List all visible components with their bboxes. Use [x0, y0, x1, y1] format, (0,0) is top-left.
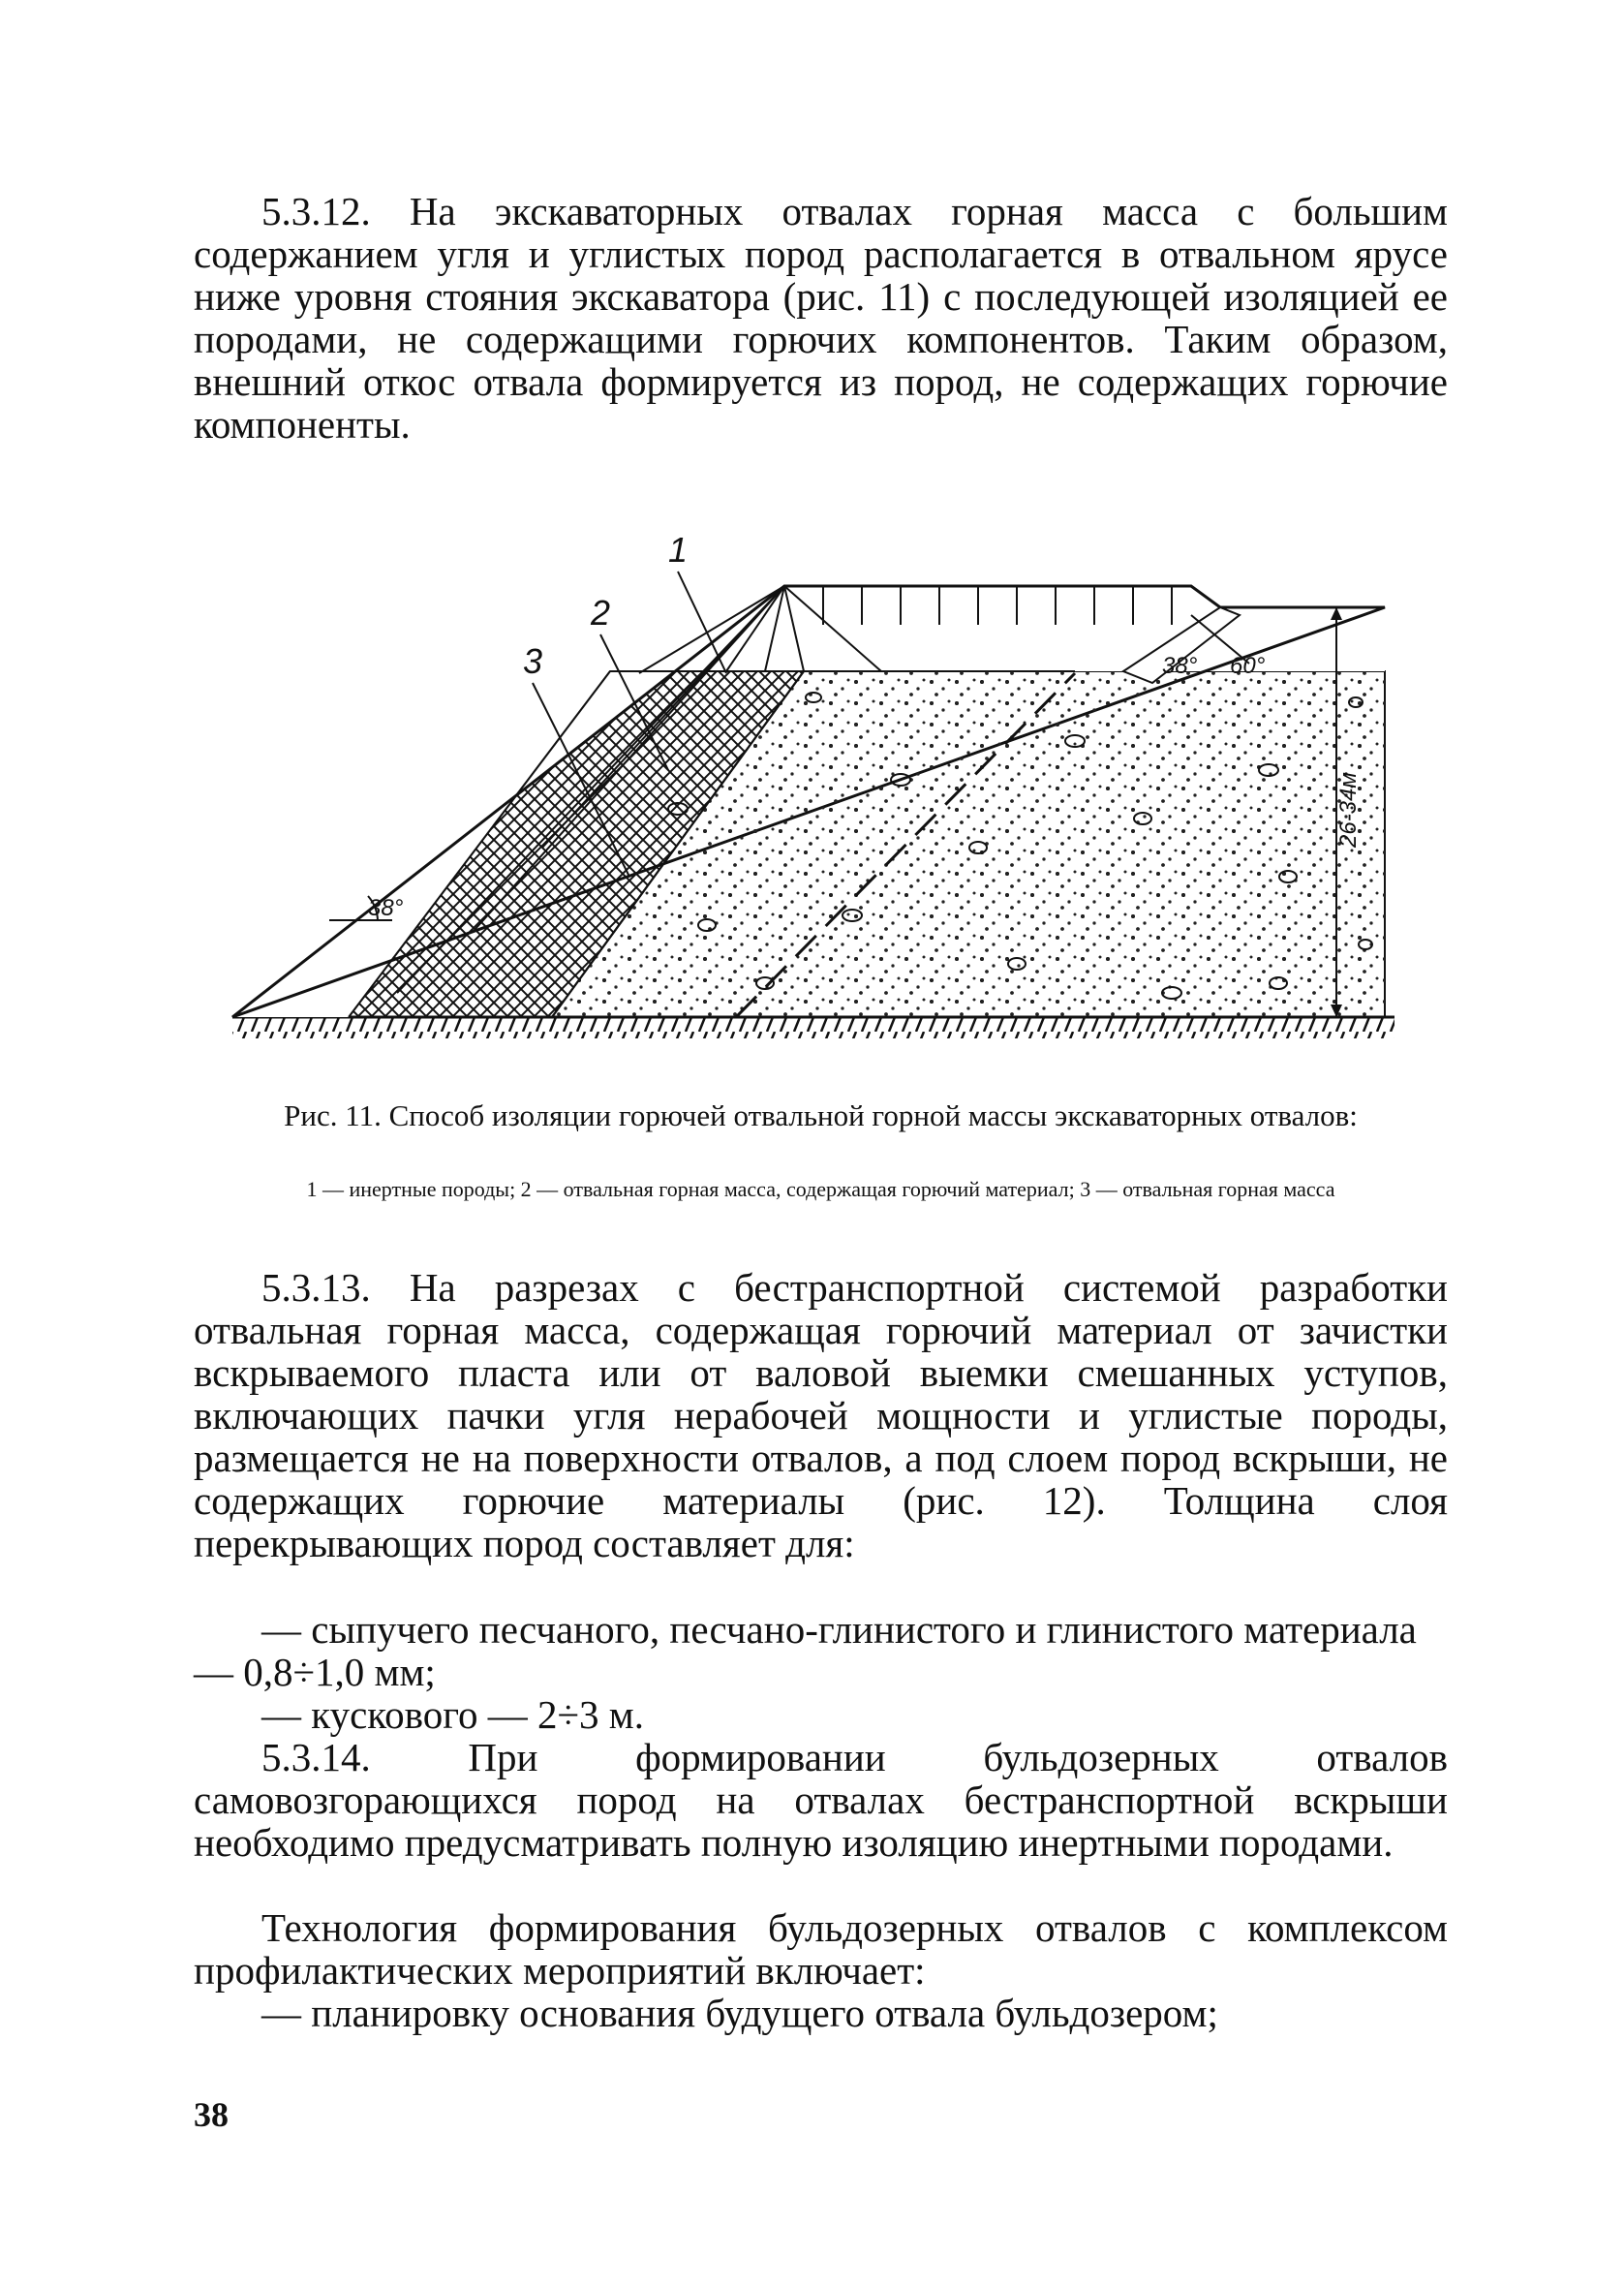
list-item-lump: — кускового — 2÷3 м. — [261, 1692, 644, 1737]
paragraph-5-3-12: 5.3.12. На экскаваторных отвалах горная масса с большим содержанием угля и углистых пород располагается в отвальном ярусе ниже уровня стояния экскаватора (рис. 11) с последующей изоляцией ее породами, не содержащими горючих компонентов. Таким образом, внешний откос отвала формируется из пород, не содержащих горючие компоненты. — [194, 189, 1448, 447]
figure-dump-isolation — [223, 528, 1433, 1070]
paragraph-technology: Технология формирования бульдозерных отвалов с комплексом профилактических мероприятий включает: — [194, 1905, 1448, 1993]
height-label: 26-34м — [1335, 772, 1362, 848]
figure-caption-legend: 1 — инертные породы; 2 — отвальная горная масса, содержащая горючий материал; 3 — отвальная горная масса — [306, 1177, 1335, 1201]
list-item-planning: — планировку основания будущего отвала бульдозером; — [261, 1991, 1218, 2035]
label-2: 2 — [591, 593, 611, 633]
paragraph-5-3-13: 5.3.13. На разрезах с бестранспортной системой разработки отвальная горная масса, содержащая горючий материал от зачистки вскрываемого пласта или от валовой выемки смешанных уступов, включающих пачки угля нерабочей мощности и углистые породы, размещается не на поверхности отвалов, а под слоем пород вскрыши, не содержащих горючие материалы (рис. 12). Толщина слоя перекрывающих пород составляет для: — [194, 1265, 1448, 1565]
paragraph-5-3-14: 5.3.14. При формировании бульдозерных отвалов самовозгорающихся пород на отвалах бестранспортной вскрыши необходимо предусматривать полную изоляцию инертными породами. — [194, 1735, 1448, 1865]
list-item-sand: — сыпучего песчаного, песчано-глинистого и глинистого материала — 0,8÷1,0 мм; — [194, 1607, 1417, 1694]
figure-caption-title: Рис. 11. Способ изоляции горючей отвальной горной массы экскаваторных отвалов: — [284, 1098, 1358, 1132]
angle-top-right-label: 60° — [1230, 653, 1266, 679]
angle-top-left-label: 38° — [1162, 653, 1198, 679]
angle-slope-label: 38° — [368, 895, 404, 921]
label-3: 3 — [523, 641, 543, 681]
page-number: 38 — [194, 2095, 229, 2134]
ground-hatch — [232, 1017, 1394, 1038]
label-1: 1 — [668, 530, 689, 570]
